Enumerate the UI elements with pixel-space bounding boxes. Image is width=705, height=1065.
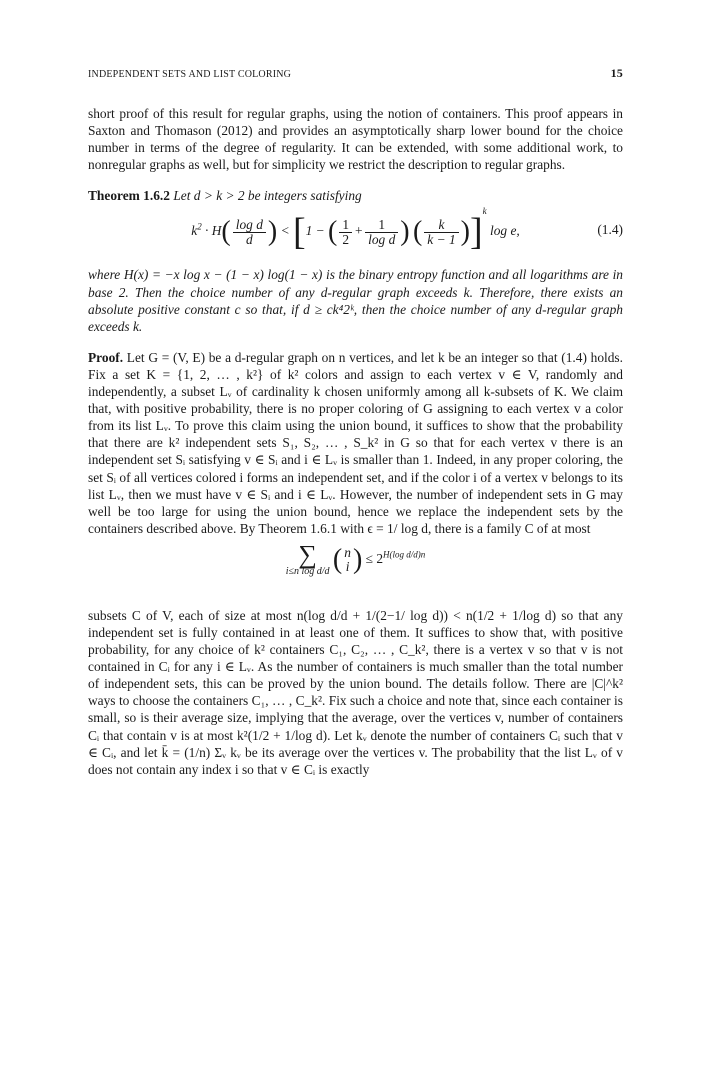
theorem-block <box>88 187 623 334</box>
sum-symbol: ∑ i≤n log d/d <box>285 539 330 577</box>
proof-paragraph-2: subsets C of V, each of size at most n(log d/d + 1/(2−1/ log d)) < n(1/2 + 1/log d) so that any independent set is fully contained in at least one of them. It suffices to show that, with positive probability, for any choice of k² containers C₁, C₂, … , C_k², there is a vertex v so that v is not contained in Cᵢ for any i ∈ Lᵥ. As the number of containers is much smaller than the total number of independent sets, this can be proved by the union bound. The details follow. There are |C|^k² ways to choose the containers C₁, … , C_k². Fix such a choice and note that, since each container is small, so is their average size, implying that the average, over the vertices v, number of containers Cᵢ that contain v is at most k²(1/2 + 1/log d). Let kᵥ denote the number of containers Cᵢ such that v ∈ Cᵢ, and let k̄ = (1/n) Σᵥ kᵥ be its average over the vertices v. The probability that the list Lᵥ of v does not contain any index i so that v ∈ Cᵢ is exactly <box>88 607 623 777</box>
theorem-label: Theorem 1.6.2 <box>88 188 170 204</box>
sum-bound-equation: ∑ i≤n log d/d ( n i ) ≤ $2^{H(log d/d)n}$ <box>285 539 426 577</box>
theorem-continuation: where H(x) = −x log x − (1 − x) log(1 − x) is the binary entropy function and all logarithms are in base 2. Then the choice number of any d-regular graph exceeds k. Therefore, there exists an absolute positive constant c so that, if d ≥ ck⁴2ᵏ, then the choice number of any d-regular graph exceeds k. <box>88 267 623 334</box>
proof-block <box>88 349 623 778</box>
binom-top: n <box>344 544 351 560</box>
equation-1-4-math: $k^2 \cdot H$( $\frac{\text{log d}}{d}$ ) < [1 − ( $\frac{1}{2}$ + $\frac{1}{\text{log d}}$ ) ( $\frac{k}{k - 1}$ )]$^k$ log e, <box>191 206 520 254</box>
binomial <box>344 546 351 574</box>
equation-1-4 <box>88 206 623 258</box>
proof-text-1: Let G = (V, E) be a d-regular graph on n vertices, and let k be an integer so that (1.4) holds. Fix a set K = {1, 2, … , k²} of k² colors and assign to each vertex v ∈ V, randomly and independently, a subset Lᵥ of cardinality k chosen uniformly among all k-subsets of K. We claim that, with positive probability, there is no proper coloring of G assigning to each vertex v a color from its list Lᵥ. To prove this claim using the union bound, it suffices to show that the probability that there are k² independent sets S₁, S₂, … , S_k² in G so that for each vertex v there is an independent set Sᵢ satisfying v ∈ Sᵢ and i ∈ Lᵥ is smaller than 1. Indeed, in any proper coloring, the set Sᵢ of all vertices colored i forms an independent set, and if the color i of a vertex v belongs to its list Lᵥ, then we must have v ∈ Sᵢ and i ∈ Lᵥ. However, the number of independent sets in G may well be too large for using the union bound, hence we replace the independent sets by the containers described above. By Theorem 1.6.1 with ϵ = 1/ log d, there is a family C of at most <box>88 349 623 536</box>
theorem-lead-line <box>88 187 623 204</box>
running-head <box>88 66 623 81</box>
sum-rhs: ≤ 2 <box>365 550 384 566</box>
sum-lower-limit: i≤n log d/d <box>285 565 330 577</box>
theorem-lead: Let d > k > 2 be integers satisfying <box>173 188 362 204</box>
page <box>88 66 623 778</box>
binom-bottom: i <box>345 558 350 574</box>
page-number: 15 <box>610 66 623 80</box>
equation-number: (1.4) <box>597 222 623 238</box>
intro-paragraph: short proof of this result for regular graphs, using the notion of containers. This proof appears in Saxton and Thomason (2012) and provides an asymptotically sharp lower bound for the choice number in terms of the degree of regularity. It can be extended, with some additional work, to nonregular graphs as well, but for simplicity we restrict the description to regular graphs. <box>88 106 623 173</box>
proof-label: Proof. <box>88 349 124 365</box>
running-title: INDEPENDENT SETS AND LIST COLORING <box>88 69 292 80</box>
sum-exponent: H(log d/d)n <box>383 549 426 560</box>
proof-paragraph-1 <box>88 349 623 537</box>
